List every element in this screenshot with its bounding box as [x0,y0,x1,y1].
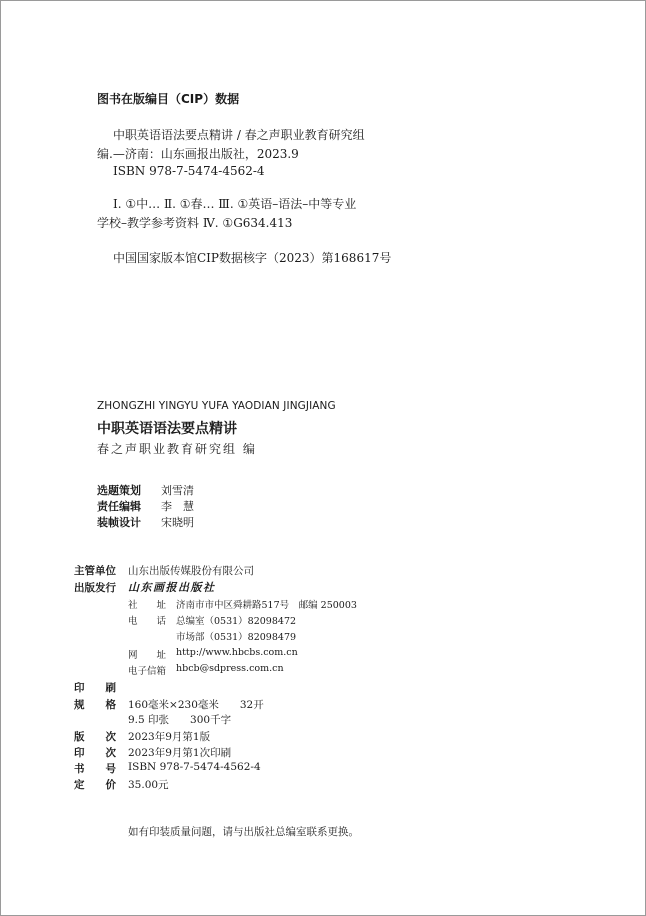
isbn-label: 书 号 [74,763,116,775]
edition-label: 版 次 [74,731,116,743]
book-editor: 春之声职业教育研究组 编 [97,442,257,456]
phone-label: 电 话 [128,616,167,627]
address-value: 济南市市中区舜耕路517号 邮编 250003 [176,600,357,611]
spec-value-2: 9.5 印张 300千字 [128,714,232,726]
print-label: 印 刷 [74,682,116,694]
cip-subject-line1: Ⅰ. ①中… Ⅱ. ①春… Ⅲ. ①英语–语法–中等专业 [113,197,357,211]
credit-label-editor: 责任编辑 [97,500,141,513]
address-label: 社 址 [128,600,167,611]
quality-notice: 如有印装质量问题，请与出版社总编室联系更换。 [128,826,359,838]
spec-label: 规 格 [74,699,116,711]
edition-value: 2023年9月第1版 [128,731,211,743]
credit-value-editor: 李 慧 [161,500,194,513]
phone-value-2: 市场部（0531）82098479 [176,632,297,643]
web-label: 网 址 [128,650,167,661]
email-label: 电子信箱 [128,666,167,677]
email-value: hbcb@sdpress.com.cn [176,663,284,674]
publisher-logo: 山东画报出版社 [128,581,216,594]
cip-subject-line2: 学校–教学参考资料 Ⅳ. ①G634.413 [97,216,293,230]
phone-value-1: 总编室（0531）82098472 [176,616,297,627]
cip-title-line: 中职英语语法要点精讲 / 春之声职业教育研究组 [113,128,365,142]
credit-label-designer: 装帧设计 [97,516,141,529]
spec-value-1: 160毫米×230毫米 32开 [128,699,264,711]
impression-label: 印 次 [74,747,116,759]
price-label: 定 价 [74,779,116,791]
credit-label-planner: 选题策划 [97,484,141,497]
publisher-label: 出版发行 [74,582,116,594]
isbn-value: ISBN 978-7-5474-4562-4 [128,761,261,773]
impression-value: 2023年9月第1次印刷 [128,747,232,759]
cip-number: 中国国家版本馆CIP数据核字（2023）第168617号 [113,251,392,265]
credit-value-designer: 宋晓明 [161,516,194,529]
supervisor-value: 山东出版传媒股份有限公司 [128,565,254,577]
cip-publication-line: 编.—济南：山东画报出版社，2023.9 [97,147,299,161]
web-value: http://www.hbcbs.com.cn [176,647,298,658]
cip-isbn: ISBN 978-7-5474-4562-4 [113,164,265,178]
price-value: 35.00元 [128,779,169,791]
cip-heading: 图书在版编目（CIP）数据 [97,92,240,106]
book-pinyin-title: ZHONGZHI YINGYU YUFA YAODIAN JINGJIANG [97,400,336,412]
credit-value-planner: 刘雪清 [161,484,194,497]
book-title: 中职英语语法要点精讲 [97,421,237,437]
supervisor-label: 主管单位 [74,565,116,577]
